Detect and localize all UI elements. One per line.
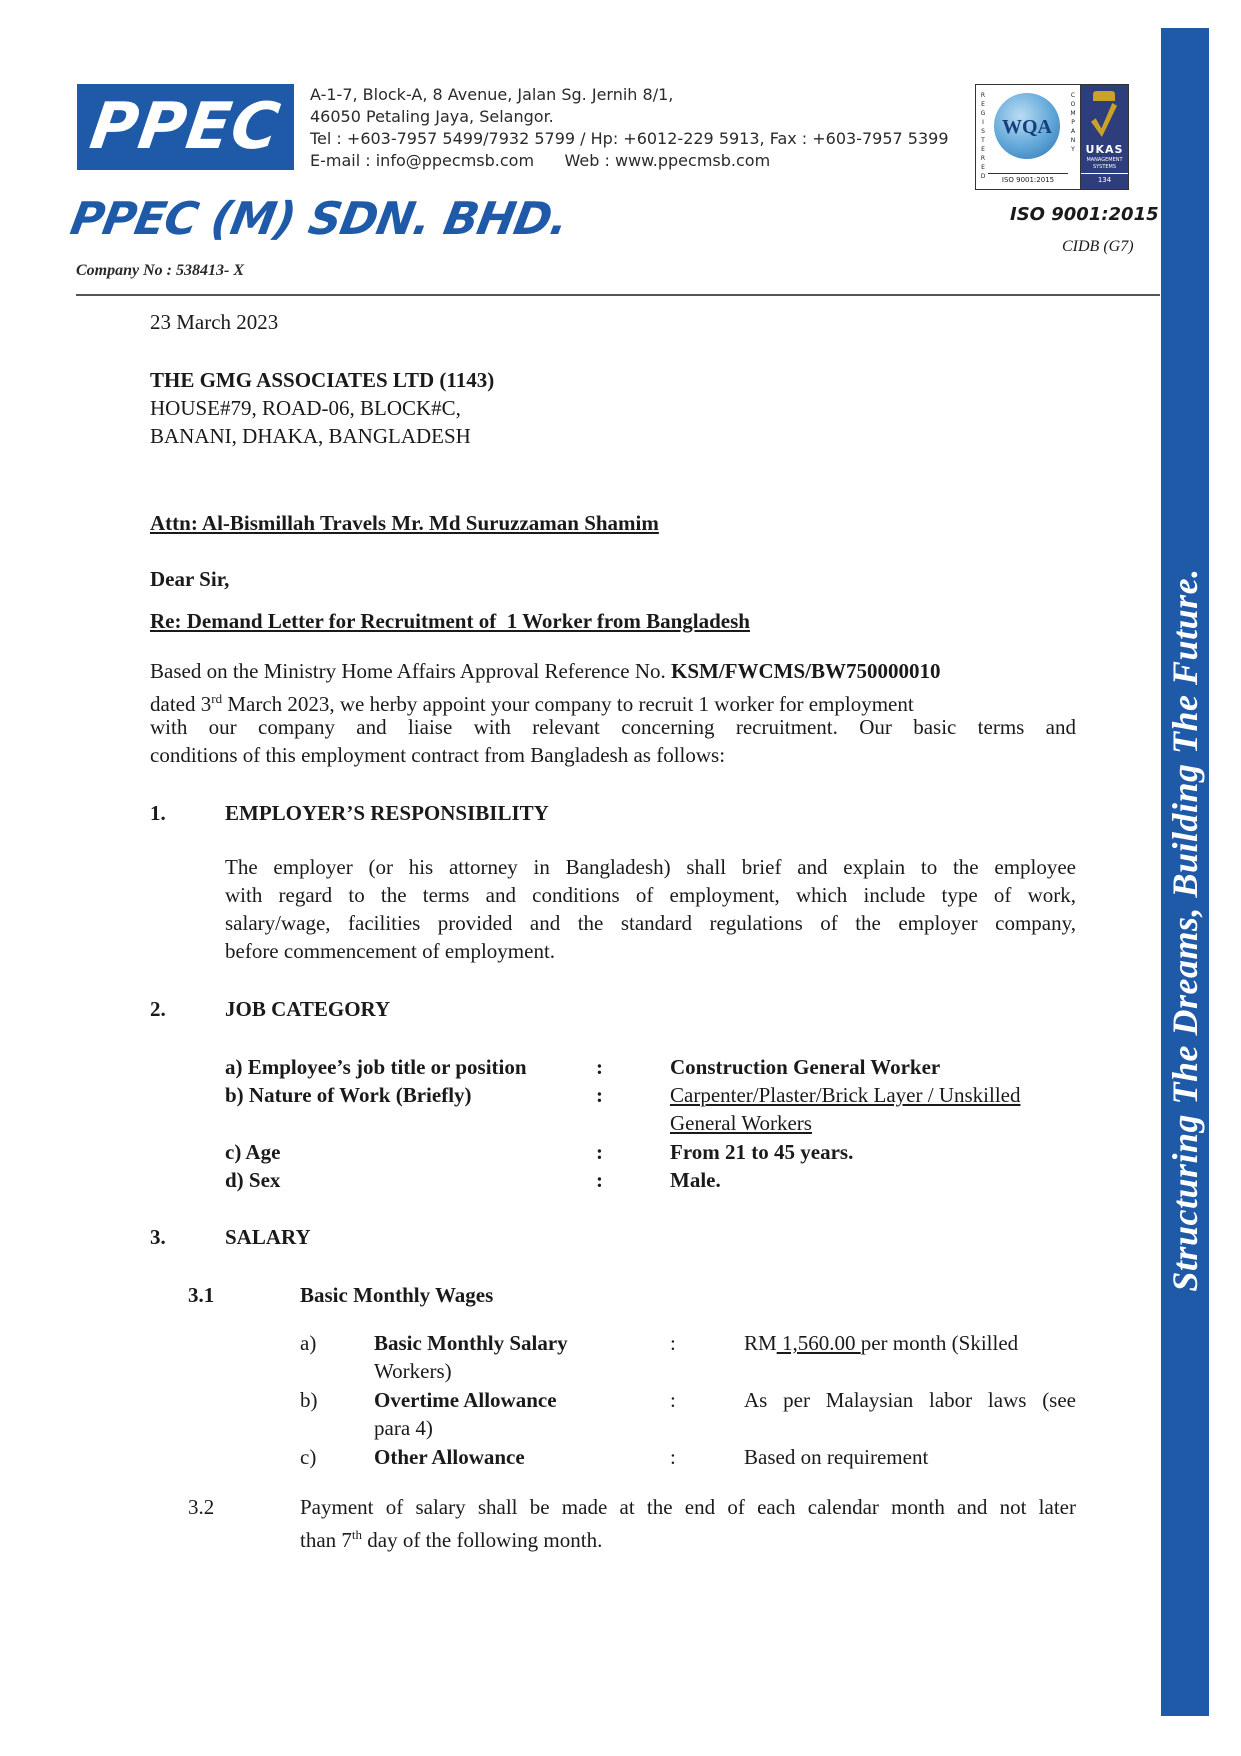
sex-value: Male. [670, 1168, 721, 1192]
item-letter: c) [300, 1445, 317, 1469]
email-web-line: E-mail : info@ppecmsb.com Web : www.ppecmsb.com [310, 151, 771, 170]
job-field-label: b) Nature of Work (Briefly) [225, 1083, 472, 1107]
section-heading: EMPLOYER’S RESPONSIBILITY [225, 801, 549, 825]
age-value: From 21 to 45 years. [670, 1140, 854, 1164]
cidb-grade: CIDB (G7) [1062, 238, 1134, 255]
certification-badge [975, 84, 1129, 190]
section1-line: The employer (or his attorney in Bangladesh) shall brief and explain to the employee [225, 855, 1076, 879]
field-colon: : [596, 1140, 603, 1164]
section-number: 2. [150, 997, 166, 1021]
slogan-text: Structuring The Dreams, Building The Future. [1165, 568, 1205, 1292]
company-address [310, 84, 949, 172]
subject-line: Re: Demand Letter for Recruitment of 1 Worker from Bangladesh [150, 609, 750, 633]
section-heading: JOB CATEGORY [225, 997, 391, 1021]
salary-value [744, 1329, 1076, 1357]
registered-vertical-text: R E G I S T E R E D [980, 92, 986, 180]
payment-suffix: day of the following month. [362, 1528, 603, 1552]
field-colon: : [670, 1388, 676, 1412]
intro-dated-sup: rd [211, 691, 223, 706]
intro-line: conditions of this employment contract from Bangladesh as follows: [150, 743, 726, 767]
recipient-name: THE GMG ASSOCIATES LTD (1143) [150, 368, 495, 392]
attention-line: Attn: Al-Bismillah Travels Mr. Md Suruzzaman Shamim [150, 511, 659, 535]
job-title-value: Construction General Worker [670, 1055, 941, 1079]
payment-line: Payment of salary shall be made at the end of each calendar month and not later [300, 1495, 1076, 1519]
company-number: Company No : 538413- X [76, 262, 244, 279]
overtime-value: As per Malaysian labor laws (see [744, 1388, 1076, 1412]
salutation: Dear Sir, [150, 567, 230, 591]
tick-icon [1091, 103, 1117, 137]
currency: RM [744, 1331, 777, 1355]
payment-sup: th [351, 1527, 363, 1542]
payment-prefix: than 7 [300, 1528, 352, 1552]
field-colon: : [596, 1168, 603, 1192]
subsection-heading: Basic Monthly Wages [300, 1283, 494, 1307]
approval-reference: KSM/FWCMS/BW750000010 [671, 659, 941, 683]
company-vertical-text: C O M P A N Y [1070, 92, 1076, 153]
nature-of-work-value: General Workers [670, 1111, 812, 1135]
wage-label: Basic Monthly Salary [374, 1331, 568, 1355]
item-letter: b) [300, 1388, 318, 1412]
header-divider [76, 294, 1160, 296]
intro-line2: March 2023, we herby appoint your company to recruit 1 worker for employment [222, 692, 914, 716]
logo-text: PPEC [86, 90, 285, 164]
section-number: 3. [150, 1225, 166, 1249]
intro-line: with our company and liaise with relevant concerning recruitment. Our basic terms and [150, 715, 1076, 739]
section1-line: with regard to the terms and conditions of employment, which include type of work, [225, 883, 1076, 907]
section1-line: before commencement of employment. [225, 939, 556, 963]
intro-prefix: Based on the Ministry Home Affairs Approval Reference No. [150, 659, 671, 683]
section-heading: SALARY [225, 1225, 311, 1249]
nature-of-work-value: Carpenter/Plaster/Brick Layer / Unskilled [670, 1083, 1021, 1107]
company-name: PPEC (M) SDN. BHD. [66, 192, 572, 245]
ukas-label: UKAS [1085, 143, 1124, 156]
wqa-label: WQA [1002, 116, 1052, 138]
letter-date: 23 March 2023 [150, 310, 279, 334]
wage-label: Other Allowance [374, 1445, 525, 1469]
recipient-address-line: BANANI, DHAKA, BANGLADESH [150, 424, 471, 448]
section1-line: salary/wage, facilities provided and the standard regulations of the employer company, [225, 911, 1076, 935]
salary-unit: per month (Skilled [860, 1331, 1019, 1355]
wage-label-continuation: para 4) [374, 1416, 433, 1440]
job-field-label: a) Employee’s job title or position [225, 1055, 527, 1079]
subsection-number: 3.1 [188, 1283, 215, 1307]
ukas-subtitle: MANAGEMENT SYSTEMS [1086, 157, 1123, 170]
address-line: A-1-7, Block-A, 8 Avenue, Jalan Sg. Jernih 8/1, [310, 85, 674, 104]
intro-dated: dated 3 [150, 692, 212, 716]
crown-icon [1093, 91, 1115, 101]
recipient-address-line: HOUSE#79, ROAD-06, BLOCK#C, [150, 396, 461, 420]
iso-strip: ISO 9001:2015 [988, 173, 1068, 186]
globe-icon [994, 93, 1060, 159]
intro-line [150, 657, 941, 685]
field-colon: : [670, 1445, 676, 1469]
contact-line: Tel : +603-7957 5499/7932 5799 / Hp: +6012-229 5913, Fax : +603-7957 5399 [310, 129, 949, 148]
section-number: 1. [150, 801, 166, 825]
subsection-number: 3.2 [188, 1495, 215, 1519]
job-field-label: d) Sex [225, 1168, 281, 1192]
ukas-badge [1081, 85, 1128, 189]
wage-label: Overtime Allowance [374, 1388, 557, 1412]
job-field-label: c) Age [225, 1140, 281, 1164]
field-colon: : [670, 1331, 676, 1355]
salary-amount: 1,560.00 [776, 1331, 861, 1355]
field-colon: : [596, 1055, 603, 1079]
field-colon: : [596, 1083, 603, 1107]
item-letter: a) [300, 1331, 317, 1355]
wage-label-continuation: Workers) [374, 1359, 452, 1383]
wqa-badge [976, 85, 1081, 189]
other-allowance-value: Based on requirement [744, 1445, 929, 1469]
payment-line [300, 1521, 602, 1554]
company-logo [77, 84, 294, 170]
ukas-number: 134 [1081, 173, 1128, 186]
iso-certification: ISO 9001:2015 [1010, 204, 1159, 225]
address-line: 46050 Petaling Jaya, Selangor. [310, 107, 554, 126]
